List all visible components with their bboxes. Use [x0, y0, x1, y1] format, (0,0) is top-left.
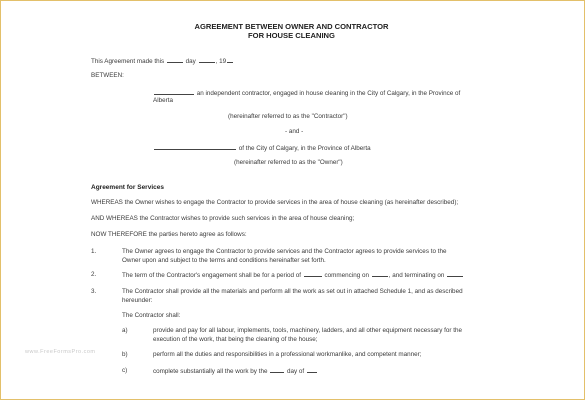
clause-3-line2: hereunder:	[122, 296, 153, 304]
clause-3	[122, 288, 463, 305]
and-label: - and -	[285, 128, 304, 135]
watermark: www.FreeFormsPro.com	[25, 349, 96, 355]
subclause-c-part2: day of	[286, 368, 305, 375]
contractor-name-blank[interactable]	[154, 89, 194, 95]
completion-month-blank[interactable]	[307, 367, 317, 373]
clause-3-number: 3.	[91, 288, 97, 295]
subclause-c-part1: complete substantially all the work by the	[153, 368, 268, 375]
subclause-b: perform all the duties and responsibilities in a professional workmanlike, and competent manner;	[153, 351, 422, 358]
term-period-blank[interactable]	[304, 271, 322, 277]
document-title-line2: FOR HOUSE CLEANING	[248, 31, 335, 40]
year-prefix: 19	[219, 58, 227, 65]
day-label: day	[185, 58, 196, 65]
owner-name-blank[interactable]	[154, 144, 236, 150]
whereas-1: WHEREAS the Owner wishes to engage the Contractor to provide services in the area of house cleaning (as hereinafter described);	[91, 199, 459, 206]
owner-line	[153, 144, 371, 153]
intro-prefix: This Agreement made this	[91, 58, 165, 65]
clause-1-line1: The Owner agrees to engage the Contractor to provide services and the Contractor agrees to provide services to the	[122, 248, 447, 255]
intro-line: This Agreement made this day , 19	[91, 57, 234, 66]
contractor-referred: (hereinafter referred to as the "Contractor")	[228, 113, 348, 120]
clause-2-number: 2.	[91, 271, 97, 278]
day-blank[interactable]	[167, 57, 183, 63]
contractor-province: Alberta	[153, 97, 173, 104]
completion-day-blank[interactable]	[270, 367, 284, 373]
between-label: BETWEEN:	[91, 72, 124, 79]
clause-1-number: 1.	[91, 248, 97, 255]
clause-1	[122, 248, 446, 265]
subclause-c-letter: c)	[122, 367, 128, 374]
commencing-date-blank[interactable]	[372, 271, 388, 277]
clause-2-part3: , and terminating on	[388, 272, 445, 279]
contractor-line	[153, 89, 460, 98]
subclause-a	[153, 327, 462, 344]
document-title-line1: AGREEMENT BETWEEN OWNER AND CONTRACTOR	[194, 22, 389, 31]
year-blank[interactable]	[227, 57, 233, 63]
contractor-shall: The Contractor shall:	[122, 312, 181, 319]
clause-2-part2: commencing on	[324, 272, 369, 279]
subclause-a-line1: provide and pay for all labour, implements, tools, machinery, ladders, and all other equipment necessary for the	[153, 327, 462, 334]
now-therefore: NOW THEREFORE the parties hereto agree as follows:	[91, 231, 247, 238]
subclause-c	[153, 367, 318, 376]
whereas-2: AND WHEREAS the Contractor wishes to provide such services in the area of house cleaning;	[91, 215, 355, 222]
clause-3-line1: The Contractor shall provide all the materials and perform all the work as set out in attached Schedule 1, and as described	[122, 288, 463, 295]
subclause-a-line2: execution of the work, that being the cleaning of the house;	[153, 335, 318, 343]
section-heading: Agreement for Services	[91, 184, 164, 191]
terminating-date-blank[interactable]	[447, 271, 463, 277]
subclause-a-letter: a)	[122, 327, 128, 334]
clause-2	[122, 271, 464, 280]
contractor-description: an independent contractor, engaged in house cleaning in the City of Calgary, in the Province of	[196, 90, 461, 97]
subclause-b-letter: b)	[122, 351, 128, 358]
clause-2-part1: The term of the Contractor's engagement shall be for a period of	[122, 272, 302, 279]
owner-description: of the City of Calgary, in the Province of Alberta	[238, 145, 371, 152]
clause-1-line2: Owner upon and subject to the terms and conditions hereinafter set forth.	[122, 256, 326, 264]
owner-referred: (hereinafter referred to as the "Owner")	[234, 159, 343, 166]
month-blank[interactable]	[199, 57, 215, 63]
